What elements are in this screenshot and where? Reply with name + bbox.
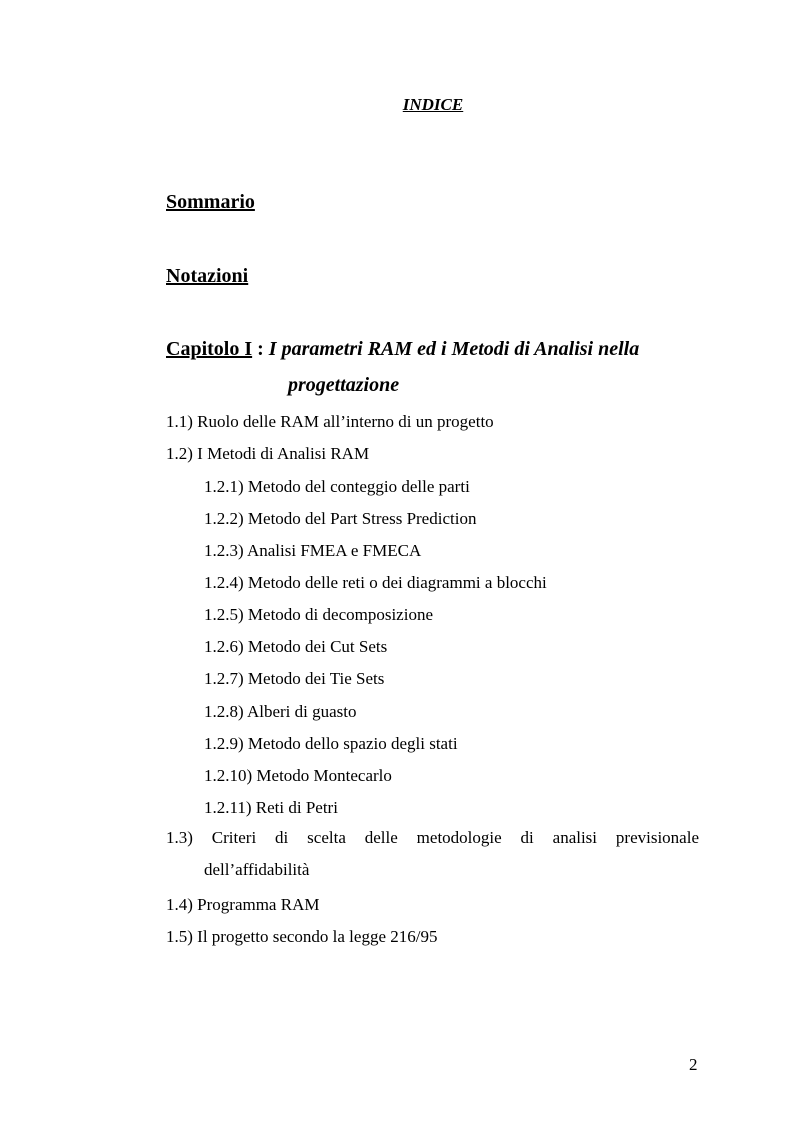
toc-item-1-2-11: 1.2.11) Reti di Petri: [204, 798, 338, 817]
toc-item-1-5: 1.5) Il progetto secondo la legge 216/95: [166, 927, 438, 946]
toc-item-1-1: 1.1) Ruolo delle RAM all’interno di un progetto: [166, 412, 494, 431]
chapter-colon: :: [252, 338, 269, 360]
chapter-heading: [166, 338, 639, 361]
toc-item-1-3-continued: dell’affidabilità: [204, 860, 310, 879]
toc-item-1-2-8: 1.2.8) Alberi di guasto: [204, 702, 357, 721]
page-number: 2: [689, 1055, 698, 1074]
toc-item-1-2-1: 1.2.1) Metodo del conteggio delle parti: [204, 477, 470, 496]
chapter-title-line2: progettazione: [288, 374, 400, 396]
chapter-title-line1: I parametri RAM ed i Metodi di Analisi nella: [268, 338, 640, 360]
toc-item-1-2: 1.2) I Metodi di Analisi RAM: [166, 444, 370, 463]
section-notazioni: Notazioni: [166, 265, 249, 287]
toc-item-1-2-5: 1.2.5) Metodo di decomposizione: [204, 605, 433, 624]
toc-item-1-2-10: 1.2.10) Metodo Montecarlo: [204, 766, 392, 785]
toc-item-1-3: 1.3) Criteri di scelta delle metodologie di analisi previsionale: [166, 828, 699, 847]
toc-item-1-2-3: 1.2.3) Analisi FMEA e FMECA: [204, 541, 422, 560]
toc-item-1-2-2: 1.2.2) Metodo del Part Stress Prediction: [204, 509, 477, 528]
toc-item-1-2-6: 1.2.6) Metodo dei Cut Sets: [204, 637, 388, 656]
toc-item-1-2-4: 1.2.4) Metodo delle reti o dei diagrammi a blocchi: [204, 573, 547, 592]
toc-item-1-2-9: 1.2.9) Metodo dello spazio degli stati: [204, 734, 458, 753]
section-sommario: Sommario: [166, 191, 255, 213]
toc-item-1-4: 1.4) Programma RAM: [166, 895, 320, 914]
chapter-label: Capitolo I: [166, 338, 253, 360]
toc-item-1-2-7: 1.2.7) Metodo dei Tie Sets: [204, 669, 385, 688]
page-title: INDICE: [402, 95, 464, 114]
